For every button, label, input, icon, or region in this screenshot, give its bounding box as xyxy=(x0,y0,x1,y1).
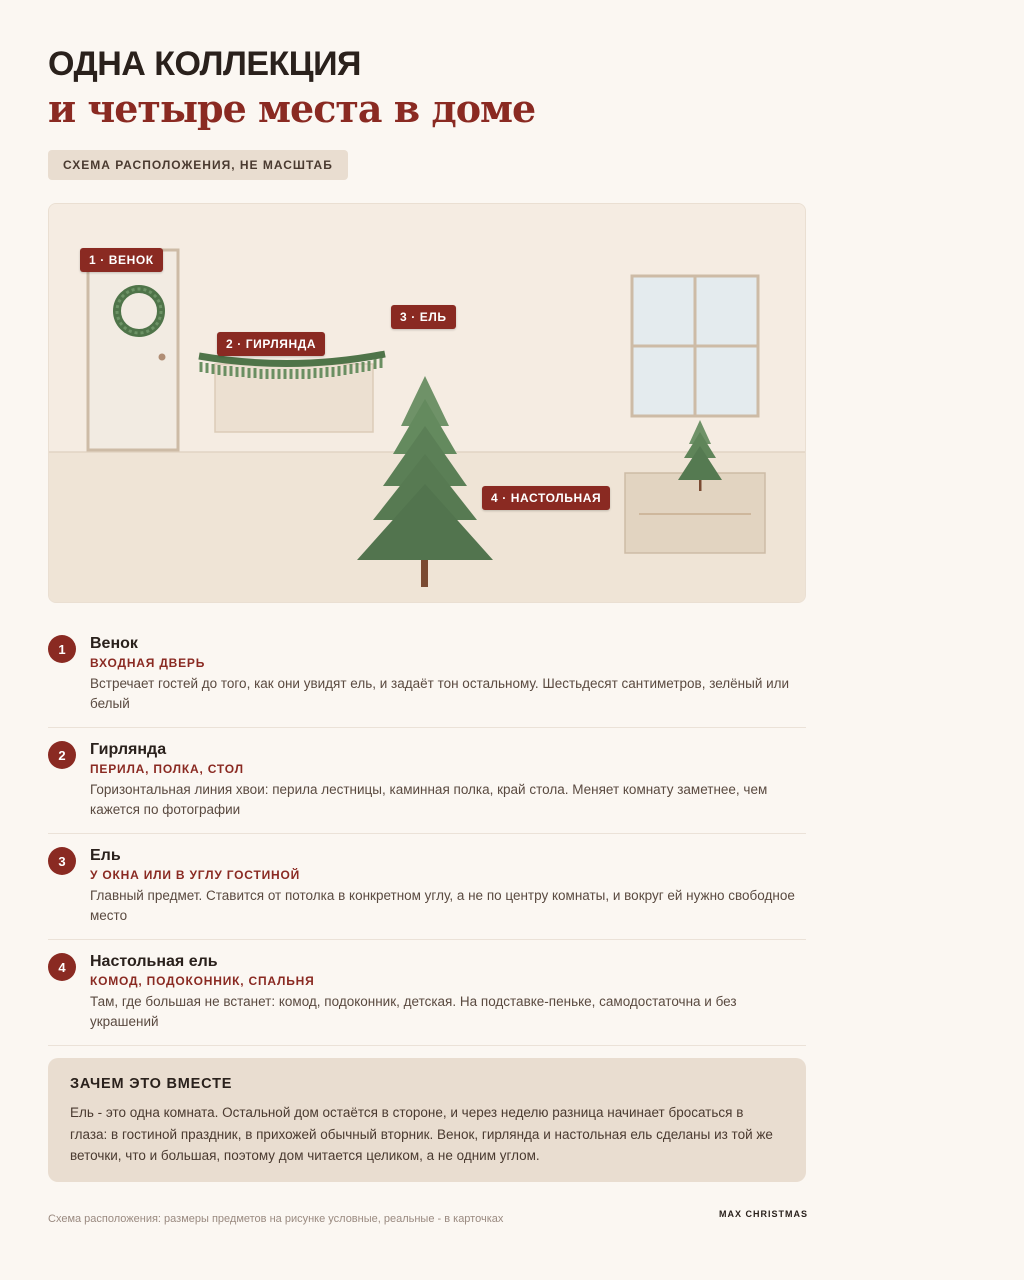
list-item xyxy=(48,622,806,728)
why-together-panel xyxy=(48,1058,806,1182)
item-title: Ель xyxy=(90,847,121,864)
item-title: Настольная ель xyxy=(90,953,218,970)
item-description: Горизонтальная линия хвои: перила лестницы, каминная полка, край стола. Меняет комнату заметнее, чем кажется по фотографии xyxy=(90,782,768,817)
list-item xyxy=(48,834,806,940)
pin-tabletop-tree: 4 · НАСТОЛЬНАЯ xyxy=(482,486,610,510)
header xyxy=(48,44,808,180)
item-number-badge: 4 xyxy=(48,953,76,981)
page-subtitle: и четыре места в доме xyxy=(48,86,536,131)
item-location: У ОКНА ИЛИ В УГЛУ ГОСТИНОЙ xyxy=(90,868,301,882)
pin-garland: 2 · ГИРЛЯНДА xyxy=(217,332,325,356)
why-text: Ель - это одна комната. Остальной дом остаётся в стороне, и через неделю разница начинает бросаться в глаза: в гостиной праздник, в прихожей обычный вторник. Венок, гирлянда и настольная ель сделаны из той же веточки, что и большая, поэтому дом читается целиком, а не одним углом. xyxy=(70,1105,773,1163)
item-description: Там, где большая не встанет: комод, подоконник, детская. На подставке-пеньке, самодостаточна и без украшений xyxy=(90,994,737,1029)
list-item xyxy=(48,728,806,834)
pin-tree: 3 · ЕЛЬ xyxy=(391,305,456,329)
dresser-illustration xyxy=(625,473,765,553)
window-illustration xyxy=(632,276,758,416)
why-title: ЗАЧЕМ ЭТО ВМЕСТЕ xyxy=(70,1076,233,1092)
scheme-tag: СХЕМА РАСПОЛОЖЕНИЯ, НЕ МАСШТАБ xyxy=(48,150,348,180)
item-number-badge: 1 xyxy=(48,635,76,663)
item-number-badge: 3 xyxy=(48,847,76,875)
item-description: Главный предмет. Ставится от потолка в конкретном углу, а не по центру комнаты, и вокруг ей нужно свободное место xyxy=(90,888,795,923)
shelf-illustration xyxy=(215,364,373,432)
item-location: ПЕРИЛА, ПОЛКА, СТОЛ xyxy=(90,762,244,776)
list-item xyxy=(48,940,806,1046)
room-scene xyxy=(48,203,806,603)
page-title: ОДНА КОЛЛЕКЦИЯ xyxy=(48,45,361,83)
brand-logo: MAX CHRISTMAS xyxy=(719,1209,808,1219)
placement-list xyxy=(48,622,806,1046)
footnote: Схема расположения: размеры предметов на рисунке условные, реальные - в карточках xyxy=(48,1213,504,1225)
item-title: Венок xyxy=(90,635,138,652)
item-description: Встречает гостей до того, как они увидят ель, и задаёт тон остальному. Шестьдесят сантиметров, зелёный или белый xyxy=(90,676,790,711)
item-title: Гирлянда xyxy=(90,741,167,758)
item-location: КОМОД, ПОДОКОННИК, СПАЛЬНЯ xyxy=(90,974,315,988)
item-location: ВХОДНАЯ ДВЕРЬ xyxy=(90,656,206,670)
pin-wreath: 1 · ВЕНОК xyxy=(80,248,163,272)
door-illustration xyxy=(88,250,178,450)
item-number-badge: 2 xyxy=(48,741,76,769)
